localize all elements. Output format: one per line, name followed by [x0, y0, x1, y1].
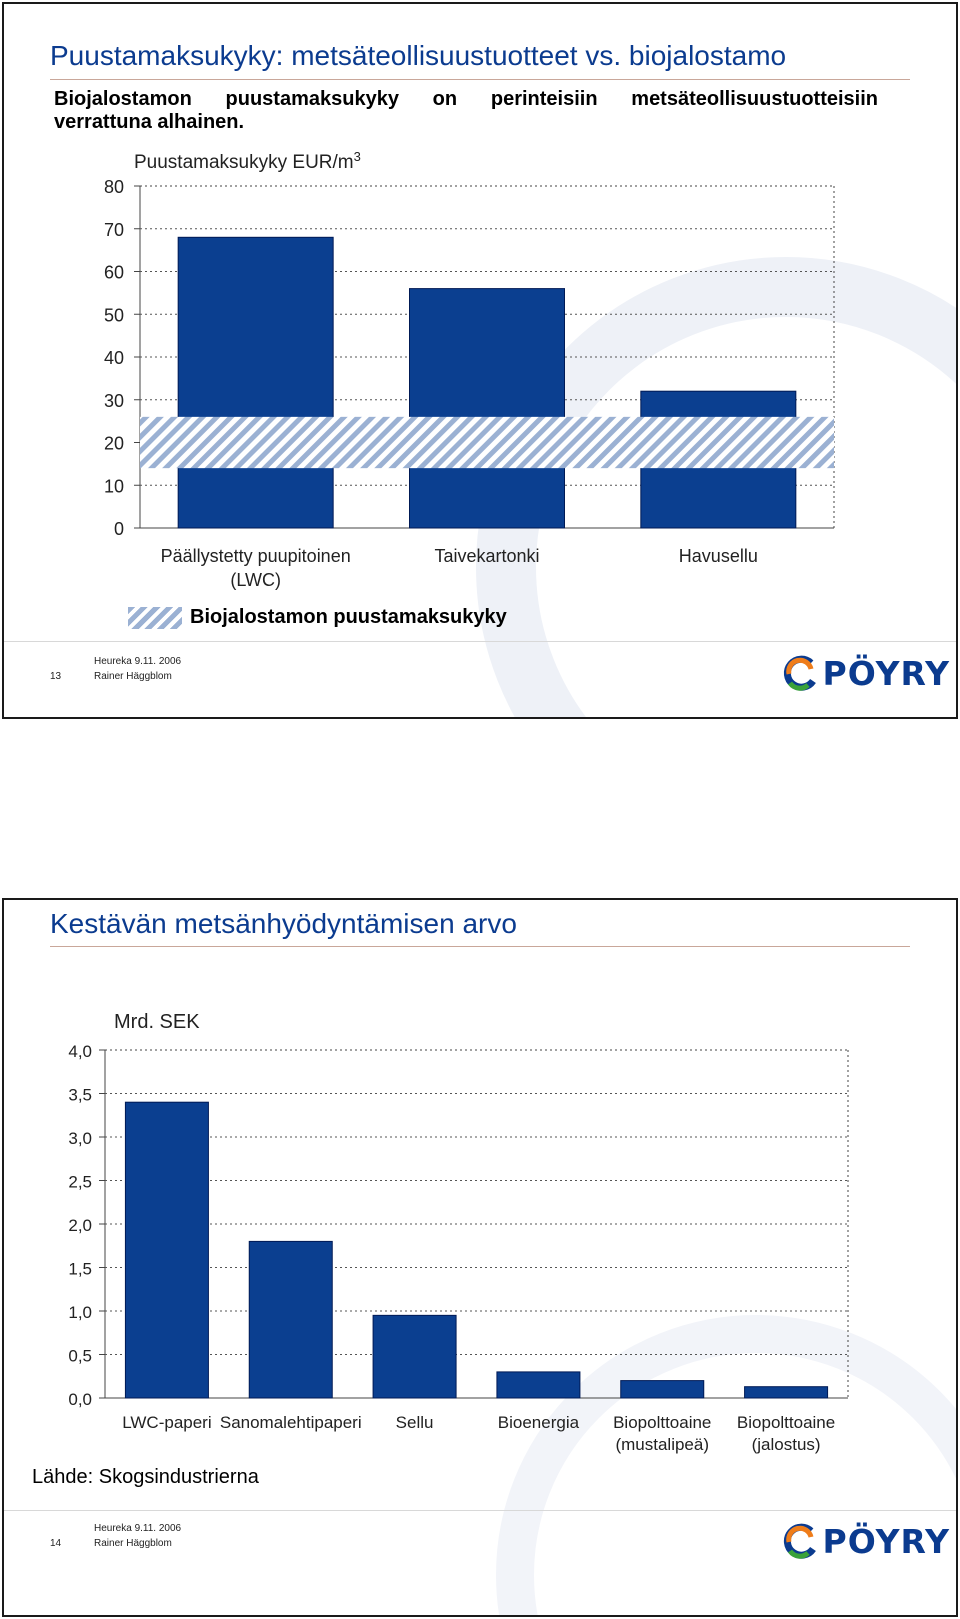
poyry-logo — [781, 654, 950, 693]
x-tick-label: Päällystetty puupitoinen — [160, 546, 351, 566]
footer-meta — [94, 654, 181, 684]
poyry-logo-text: PÖYRY — [822, 1522, 950, 1561]
poyry-logo-text: PÖYRY — [822, 654, 950, 693]
y-tick-label: 3,0 — [68, 1129, 92, 1148]
legend-label: Biojalostamon puustamaksukyky — [190, 606, 507, 628]
bar — [410, 289, 565, 528]
slide-14 — [2, 898, 958, 1617]
y-tick-label: 1,0 — [68, 1303, 92, 1322]
bar — [249, 1241, 332, 1398]
poyry-logo — [781, 1522, 950, 1561]
y-tick-label: 60 — [103, 262, 124, 283]
page-number: 14 — [50, 1538, 62, 1549]
x-tick-label: Sanomalehtipaperi — [219, 1413, 362, 1432]
lead-text-line1: Biojalostamon puustamaksukyky on perinteisiin metsäteollisuustuotteisiin — [54, 88, 878, 110]
x-tick-label: Biopolttoaine — [736, 1413, 836, 1432]
biorefinery-band — [140, 417, 834, 468]
footer-divider — [4, 1510, 956, 1511]
chart-title: Mrd. SEK — [114, 1011, 200, 1033]
bar — [745, 1387, 828, 1398]
footer-meta — [94, 1521, 181, 1551]
x-tick-label: Bioenergia — [497, 1413, 580, 1432]
y-tick-label: 50 — [103, 305, 124, 326]
x-tick-label: (mustalipeä) — [615, 1435, 710, 1454]
bar — [178, 237, 333, 528]
x-tick-label: (jalostus) — [751, 1435, 821, 1454]
y-tick-label: 20 — [103, 433, 124, 454]
x-tick-label: Sellu — [395, 1413, 434, 1432]
poyry-logo-mark-icon — [781, 1523, 819, 1561]
page-number: 13 — [50, 671, 62, 682]
y-tick-label: 4,0 — [68, 1042, 92, 1061]
y-tick-label: 2,5 — [68, 1172, 92, 1192]
y-tick-label: 30 — [103, 390, 124, 411]
x-tick-label: Havusellu — [678, 546, 758, 566]
footer-author: Rainer Häggblom — [94, 1538, 172, 1549]
x-tick-label: Taivekartonki — [434, 546, 540, 566]
y-tick-label: 0,5 — [68, 1346, 92, 1366]
y-tick-label: 80 — [103, 177, 124, 197]
forest-value-chart — [4, 900, 956, 1500]
y-tick-label: 10 — [103, 476, 124, 497]
slide-13 — [2, 2, 958, 719]
y-tick-label: 40 — [103, 348, 124, 368]
footer-event: Heureka 9.11. 2006 — [94, 1523, 182, 1534]
bar — [373, 1315, 456, 1398]
bar — [497, 1372, 580, 1398]
slide-title: Kestävän metsänhyödyntämisen arvo — [50, 908, 517, 939]
x-tick-label: (LWC) — [230, 570, 281, 590]
footer-author: Rainer Häggblom — [94, 671, 172, 682]
y-tick-label: 2,0 — [68, 1216, 92, 1235]
lead-text-line2: verrattuna alhainen. — [54, 111, 245, 133]
chart-title: Puustamaksukyky EUR/$m^3$ — [134, 148, 361, 173]
x-tick-label: Biopolttoaine — [613, 1413, 712, 1432]
y-tick-label: 70 — [103, 219, 124, 240]
y-tick-label: 1,5 — [68, 1259, 92, 1279]
slide-title: Puustamaksukyky: metsäteollisuustuotteet vs. biojalostamo — [50, 40, 787, 71]
y-tick-label: 0 — [113, 519, 124, 539]
footer-divider — [4, 641, 956, 642]
chart-title-superscript: 3 — [353, 148, 361, 164]
poyry-logo-mark-icon — [781, 655, 819, 693]
legend-hatch-swatch — [128, 607, 182, 629]
stumpage-capacity-chart — [4, 4, 956, 644]
bar — [125, 1102, 208, 1398]
source-note: Lähde: Skogsindustrierna — [32, 1466, 259, 1488]
y-tick-label: 0,0 — [68, 1390, 92, 1409]
x-tick-label: LWC-paperi — [122, 1413, 212, 1432]
chart-legend — [128, 606, 507, 629]
bar — [621, 1381, 704, 1398]
footer-event: Heureka 9.11. 2006 — [94, 656, 182, 667]
y-tick-label: 3,5 — [68, 1085, 92, 1105]
